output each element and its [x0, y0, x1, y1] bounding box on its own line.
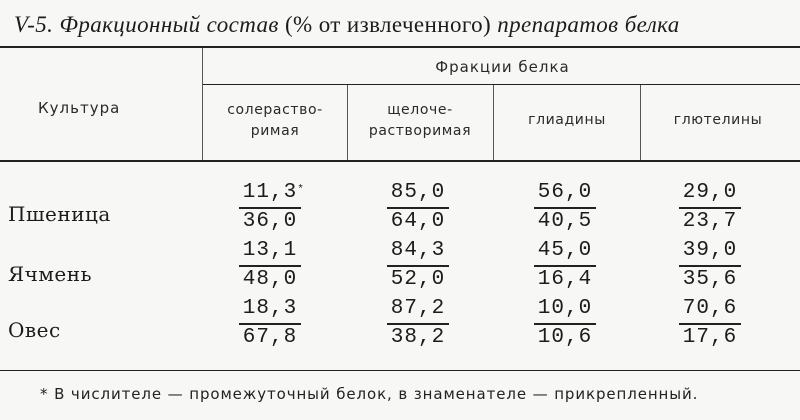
crop-name-barley: Ячмень	[8, 262, 92, 286]
cell-denominator: 40,5	[537, 210, 593, 233]
table-cell	[368, 296, 468, 351]
footnote: * В числителе — промежуточный белок, в знаменателе — прикрепленный.	[40, 385, 699, 403]
fractions-header-rule	[203, 84, 800, 85]
cell-numerator: 10,0	[537, 297, 593, 320]
table-cell	[660, 180, 760, 235]
cell-denominator: 17,6	[682, 326, 738, 349]
title-italic-2: препаратов белка	[497, 12, 680, 37]
column-header-salt-soluble: солераство- римая	[227, 102, 323, 139]
cell-numerator: 87,2	[390, 297, 446, 320]
culture-header: Культура	[38, 99, 121, 117]
table-cell	[515, 180, 615, 235]
cell-numerator: 39,0	[682, 239, 738, 262]
footnote-marker: *	[297, 184, 305, 196]
cell-numerator: 56,0	[537, 181, 593, 204]
table-cell	[515, 296, 615, 351]
cell-denominator: 48,0	[242, 268, 298, 291]
table-cell	[368, 238, 468, 293]
culture-column-divider	[202, 48, 203, 160]
cell-denominator: 52,0	[390, 268, 446, 291]
cell-numerator: 84,3	[390, 239, 446, 262]
column-header-gliadins: глиадины	[528, 112, 606, 128]
cell-numerator: 11,3	[242, 181, 298, 204]
table-cell	[660, 238, 760, 293]
fractions-header: Фракции белка	[435, 58, 570, 76]
table-cell	[515, 238, 615, 293]
cell-numerator: 70,6	[682, 297, 738, 320]
cell-denominator: 16,4	[537, 268, 593, 291]
cell-numerator: 45,0	[537, 239, 593, 262]
bottom-rule	[0, 370, 800, 371]
cell-denominator: 23,7	[682, 210, 738, 233]
header-bottom-rule	[0, 160, 800, 162]
cell-denominator: 35,6	[682, 268, 738, 291]
table-cell	[368, 180, 468, 235]
cell-denominator: 10,6	[537, 326, 593, 349]
table-cell	[220, 296, 320, 351]
top-rule	[0, 46, 800, 48]
column-divider-3	[640, 85, 641, 160]
table-cell	[220, 180, 320, 235]
column-divider-2	[493, 85, 494, 160]
cell-denominator: 38,2	[390, 326, 446, 349]
cell-denominator: 64,0	[390, 210, 446, 233]
cell-numerator: 18,3	[242, 297, 298, 320]
cell-denominator: 67,8	[242, 326, 298, 349]
cell-numerator: 13,1	[242, 239, 298, 262]
crop-name-wheat: Пшеница	[8, 202, 111, 226]
table-cell	[220, 238, 320, 293]
table-number: V-5.	[14, 12, 54, 37]
cell-denominator: 36,0	[242, 210, 298, 233]
title-italic: Фракционный состав	[59, 12, 279, 37]
table-title	[14, 12, 680, 38]
column-header-alkali-soluble: щелоче- растворимая	[368, 102, 472, 139]
crop-name-oats: Овес	[8, 318, 61, 342]
cell-numerator: 85,0	[390, 181, 446, 204]
column-header-glutelins: глютелины	[673, 112, 763, 128]
table-cell	[660, 296, 760, 351]
column-divider-1	[347, 85, 348, 160]
cell-numerator: 29,0	[682, 181, 738, 204]
title-plain: (% от извлеченного)	[284, 12, 492, 37]
